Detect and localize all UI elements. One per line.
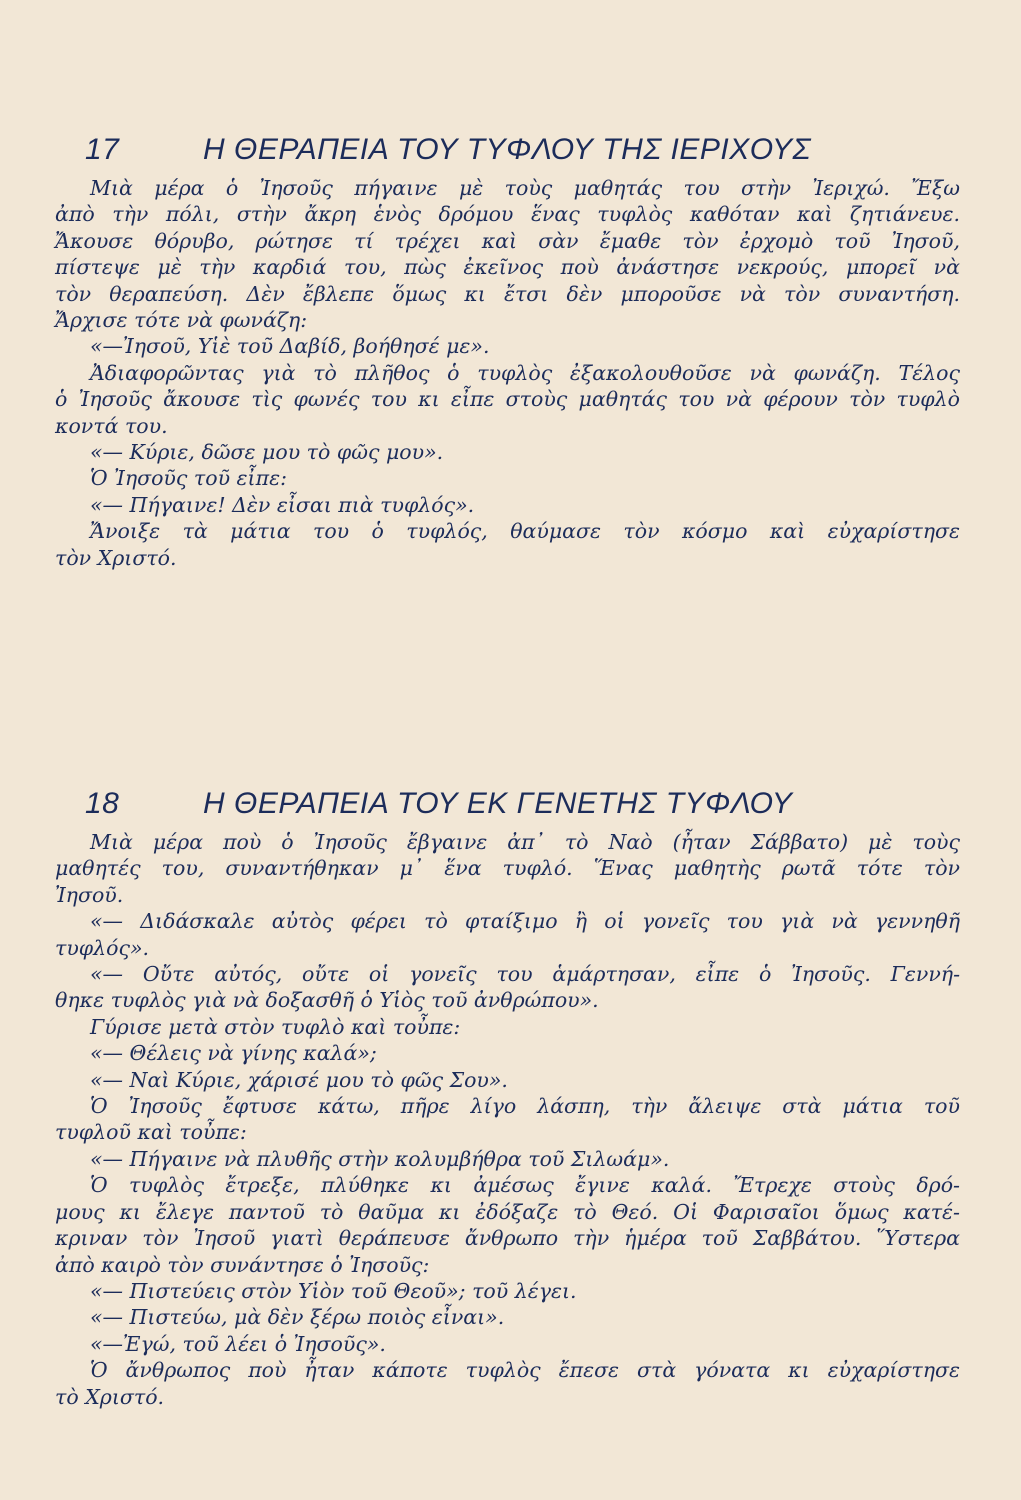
section-heading: [55, 787, 960, 827]
text-line: τυφλός».: [55, 935, 150, 960]
section-number: 18: [85, 787, 120, 820]
text-line: Ἄρχισε τότε νὰ φωνάζη:: [55, 308, 308, 333]
text-line: «— Πιστεύεις στὸν Υἱὸν τοῦ Θεοῦ»; τοῦ λέγει.: [90, 1278, 577, 1303]
text-line: «— Οὔτε αὐτός, οὔτε οἱ γονεῖς του ἁμάρτησαν, εἶπε ὁ Ἰησοῦς. Γεννή-: [90, 962, 960, 987]
text-line: Ἄνοιξε τὰ μάτια του ὁ τυφλός, θαύμασε τὸν κόσμο καὶ εὐχαρίστησε: [90, 519, 960, 544]
text-line: τὸν θεραπεύση. Δὲν ἔβλεπε ὅμως κι ἔτσι δὲν μποροῦσε νὰ τὸν συναντήση.: [55, 281, 960, 306]
section-body: [55, 829, 960, 1410]
text-line: «— Θέλεις νὰ γίνης καλά»;: [90, 1041, 377, 1066]
text-line: μους κι ἔλεγε παντοῦ τὸ θαῦμα κι ἐδόξαζε τὸ Θεό. Οἱ Φαρισαῖοι ὅμως κατέ-: [55, 1199, 960, 1224]
text-line: «— Πήγαινε! Δὲν εἶσαι πιὰ τυφλός».: [90, 492, 475, 517]
text-line: ἀπὸ καιρὸ τὸν συνάντησε ὁ Ἰησοῦς:: [55, 1252, 430, 1277]
text-line: Ἀδιαφορῶντας γιὰ τὸ πλῆθος ὁ τυφλὸς ἐξακολουθοῦσε νὰ φωνάζη. Τέλος: [90, 360, 960, 385]
text-line: Γύρισε μετὰ στὸν τυφλὸ καὶ τοὖπε:: [90, 1014, 461, 1039]
text-line: «— Πιστεύω, μὰ δὲν ξέρω ποιὸς εἶναι».: [90, 1305, 505, 1330]
text-line: τυφλοῦ καὶ τοὖπε:: [55, 1120, 247, 1145]
section-body: [55, 175, 960, 571]
text-line: «—Ἰησοῦ, Υἱὲ τοῦ Δαβίδ, βοήθησέ με».: [90, 334, 490, 359]
text-line: ὁ Ἰησοῦς ἄκουσε τὶς φωνές του κι εἶπε στοὺς μαθητάς του νὰ φέρουν τὸν τυφλὸ: [55, 387, 960, 412]
section-number: 17: [85, 133, 120, 166]
text-line: «—Ἐγώ, τοῦ λέει ὁ Ἰησοῦς».: [90, 1331, 386, 1356]
text-line: πίστεψε μὲ τὴν καρδιά του, πὼς ἐκεῖνος ποὺ ἀνάστησε νεκρούς, μπορεῖ νὰ: [55, 255, 960, 280]
section-17: [55, 133, 960, 571]
text-line: Ὁ τυφλὸς ἔτρεξε, πλύθηκε κι ἀμέσως ἔγινε καλά. Ἔτρεχε στοὺς δρό-: [90, 1173, 960, 1198]
text-line: θηκε τυφλὸς γιὰ νὰ δοξασθῆ ὁ Υἱὸς τοῦ ἀνθρώπου».: [55, 988, 599, 1013]
text-line: κοντά του.: [55, 413, 168, 438]
text-line: Ὁ Ἰησοῦς ἔφτυσε κάτω, πῆρε λίγο λάσπη, τὴν ἄλειψε στὰ μάτια τοῦ: [90, 1094, 960, 1119]
text-line: «— Πήγαινε νὰ πλυθῆς στὴν κολυμβήθρα τοῦ Σιλωάμ».: [90, 1146, 670, 1171]
text-line: Μιὰ μέρα ποὺ ὁ Ἰησοῦς ἔβγαινε ἀπ᾿ τὸ Ναὸ (ἦταν Σάββατο) μὲ τοὺς: [90, 830, 960, 854]
text-line: «— Ναὶ Κύριε, χάρισέ μου τὸ φῶς Σου».: [90, 1067, 508, 1092]
text-line: «— Κύριε, δῶσε μου τὸ φῶς μου».: [90, 440, 444, 465]
text-line: κριναν τὸν Ἰησοῦ γιατὶ θεράπευσε ἄνθρωπο τὴν ἡμέρα τοῦ Σαββάτου. Ὕστερα: [55, 1226, 960, 1251]
text-line: τὸν Χριστό.: [55, 545, 177, 570]
text-line: Ὁ Ἰησοῦς τοῦ εἶπε:: [90, 466, 287, 491]
section-18: [55, 787, 960, 1410]
section-title: Η ΘΕΡΑΠΕΙΑ ΤΟΥ ΤΥΦΛΟΥ ΤΗΣ ΙΕΡΙΧΟΥΣ: [203, 133, 811, 166]
section-heading: [55, 133, 960, 173]
section-title: Η ΘΕΡΑΠΕΙΑ ΤΟΥ ΕΚ ΓΕΝΕΤΗΣ ΤΥΦΛΟΥ: [203, 787, 793, 820]
text-line: ἀπὸ τὴν πόλι, στὴν ἄκρη ἑνὸς δρόμου ἕνας τυφλὸς καθόταν καὶ ζητιάνευε.: [55, 202, 960, 227]
text-line: Μιὰ μέρα ὁ Ἰησοῦς πήγαινε μὲ τοὺς μαθητάς του στὴν Ἰεριχώ. Ἔξω: [90, 176, 960, 200]
text-line: τὸ Χριστό.: [55, 1384, 165, 1409]
text-line: μαθητές του, συναντήθηκαν μ᾿ ἕνα τυφλό. Ἕνας μαθητὴς ρωτᾶ τότε τὸν: [55, 856, 960, 881]
text-line: «— Διδάσκαλε αὐτὸς φέρει τὸ φταίξιμο ἢ οἱ γονεῖς του γιὰ νὰ γεννηθῆ: [90, 909, 960, 934]
text-line: Ἄκουσε θόρυβο, ρώτησε τί τρέχει καὶ σὰν ἔμαθε τὸν ἐρχομὸ τοῦ Ἰησοῦ,: [55, 228, 960, 253]
text-line: Ὁ ἄνθρωπος ποὺ ἦταν κάποτε τυφλὸς ἔπεσε στὰ γόνατα κι εὐχαρίστησε: [90, 1358, 960, 1383]
text-line: Ἰησοῦ.: [55, 882, 124, 907]
